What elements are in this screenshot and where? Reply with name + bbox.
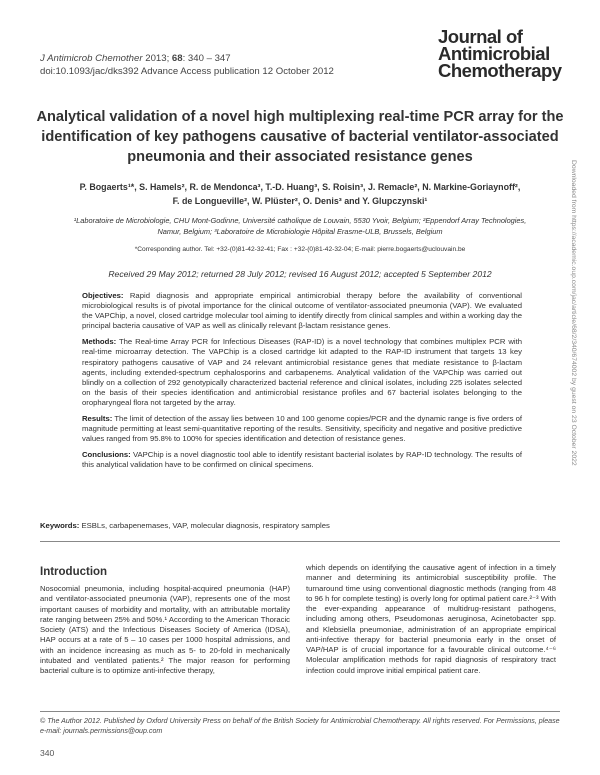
results-label: Results: <box>82 414 113 424</box>
objectives-text: Rapid diagnosis and appropriate empirical antimicrobial therapy before the availability of conventional microbiological results is of pivotal importance for the clinical outcome of ventilator-associated pneumonia (VAP). We evaluated the VAPChip, a novel, closed cartridge molecular tool aiming to identify directly from clinical samples and within a working day the principal bacteria causative of VAP as well as clinically relevant β-lactam resistance genes. <box>82 291 522 331</box>
download-sidebar <box>567 160 579 580</box>
objectives-label: Objectives: <box>82 291 124 300</box>
journal-abbrev: J Antimicrob Chemother <box>40 53 143 64</box>
section-divider <box>40 541 560 542</box>
corresponding-author: *Corresponding author. Tel: +32-(0)81-42-32-41; Fax : +32-(0)81-42-32-04; E-mail: pierre.bogaerts@uclouvain.be <box>134 246 466 253</box>
introduction-column-1: Nosocomial pneumonia, including hospital-acquired pneumonia (HAP) and ventilator-associated pneumonia (VAP), represents one of the most important causes of morbidity and mortality, with an attributable mortality rate ranging between 25% and 50%.¹ According to the American Thoracic Society (ATS) and the Infectious Diseases Society of America (IDSA), HAP occurs at a rate of 5 – 10 cases per 1000 hospital admissions, and with an incidence increasing as much as 5- to 20-fold in mechanically intubated and ventilated patients.² The major reason for performing bacterial culture is to optimize anti-infective therapy, <box>40 584 290 675</box>
conclusions-label: Conclusions: <box>82 450 131 460</box>
journal-year: 2013; <box>142 53 172 64</box>
methods-label: Methods: <box>82 337 117 347</box>
journal-volume: 68 <box>171 53 183 64</box>
methods-text: The Real-time Array PCR for Infectious Diseases (RAP-ID) is a novel technology that combines multiplex PCR with real-time microarray detection. The VAPChip is a closed cartridge kit adapted to the RAP-ID instrument that targets 13 key respiratory pathogens causative of VAP and 24 relevant antimicrobial resistance genes that mediate resistance to β-lactam agents, including extended-spectrum cephalosporins and carbapenems. Analytical validation of the VAPChip was carried out blindly on a collection of 292 genotypically characterized bacterial reference and clinical isolates, including 225 isolates selected on the basis of their species identification and antimicrobial resistance profiles and 67 bacterial isolates belonging to the oropharyngeal flora not targeted by the array. <box>82 337 522 407</box>
doi-line[interactable]: doi:10.1093/jac/dks392 Advance Access publication 12 October 2012 <box>40 66 334 77</box>
keywords <box>40 521 560 531</box>
brand-line-1: Journal of <box>438 26 523 47</box>
abstract-methods <box>82 337 522 408</box>
journal-brand <box>438 28 562 79</box>
affiliation-line-1: ¹Laboratoire de Microbiologie, CHU Mont-Godinne, Université catholique de Louvain, 5530 Yvoir, Belgium; ²Eppendorf Array Technologies, <box>73 216 527 225</box>
author-list <box>40 181 560 208</box>
keywords-text: ESBLs, carbapenemases, VAP, molecular diagnosis, respiratory samples <box>79 521 330 530</box>
abstract-objectives <box>82 291 522 331</box>
keywords-label: Keywords: <box>40 521 80 530</box>
footer-divider <box>40 711 560 712</box>
citation-header <box>40 52 334 78</box>
brand-line-3: Chemotherapy <box>438 60 562 81</box>
authors-line-2: F. de Longueville², W. Plüster², O. Denis³ and Y. Glupczynski¹ <box>172 195 428 206</box>
abstract-conclusions <box>82 450 522 470</box>
journal-pages: : 340 – 347 <box>182 53 231 64</box>
abstract-results <box>82 414 522 444</box>
download-note[interactable]: Downloaded from https://academic.oup.com/jac/article/68/2/340/674002 by guest on 23 October 2022 <box>570 160 577 466</box>
affiliation-line-2: Namur, Belgium; ³Laboratoire de Microbiologie Hôpital Erasme-ULB, Brussels, Belgium <box>157 227 443 236</box>
page-number: 340 <box>40 748 55 758</box>
abstract <box>82 291 522 477</box>
article-title: Analytical validation of a novel high multiplexing real-time PCR array for the identification of key pathogens causative of bacterial ventilator-associated pneumonia and their associated resistance genes <box>36 109 564 165</box>
affiliations <box>40 215 560 237</box>
introduction-column-2: which depends on identifying the causative agent of infection in a timely manner and determining its antimicrobial susceptibility profile. The turnaround time using conventional diagnostic methods (ranging from 48 to 96 h for complete testing) is overly long for optimal patient care.²⁻³ With the ever-expanding appearance of multidrug-resistant pathogens, including among others, Pseudomonas aeruginosa, Acinetobacter spp. and Klebsiella pneumoniae, administration of an appropriate empirical anti-infective therapy for bacterial pneumonia early in the onset of VAP/HAP is of crucial importance for a favourable clinical outcome.⁴⁻⁶ Molecular amplification methods for rapid diagnosis of respiratory tract infection could improve initial empirical patient care. <box>306 563 556 675</box>
brand-line-2: Antimicrobial <box>438 43 550 64</box>
copyright-notice: © The Author 2012. Published by Oxford University Press on behalf of the British Society for Antimicrobial Chemotherapy. All rights reserved. For Permissions, please e-mail: journals.permissions@oup.com <box>40 717 560 735</box>
results-text: The limit of detection of the assay lies between 10 and 100 genome copies/PCR and the dynamic range is five orders of magnitude permitting at least semi-quantitative reporting of the results. Sensitivity, specificity and negative and positive predictive values ranged from 95.8% to 100% for species identification and detection of resistance genes. <box>82 414 522 444</box>
received-dates: Received 29 May 2012; returned 28 July 2012; revised 16 August 2012; accepted 5 September 2012 <box>108 269 492 279</box>
conclusions-text: VAPChip is a novel diagnostic tool able to identify resistant bacterial isolates by RAP-ID technology. The results of this analytical validation have to be confirmed on clinical specimens. <box>82 450 522 470</box>
authors-line-1: P. Bogaerts¹*, S. Hamels², R. de Mendonca³, T.-D. Huang³, S. Roisin³, J. Remacle², N. Markine-Goriaynoff², <box>79 182 521 192</box>
introduction-heading: Introduction <box>40 566 108 578</box>
